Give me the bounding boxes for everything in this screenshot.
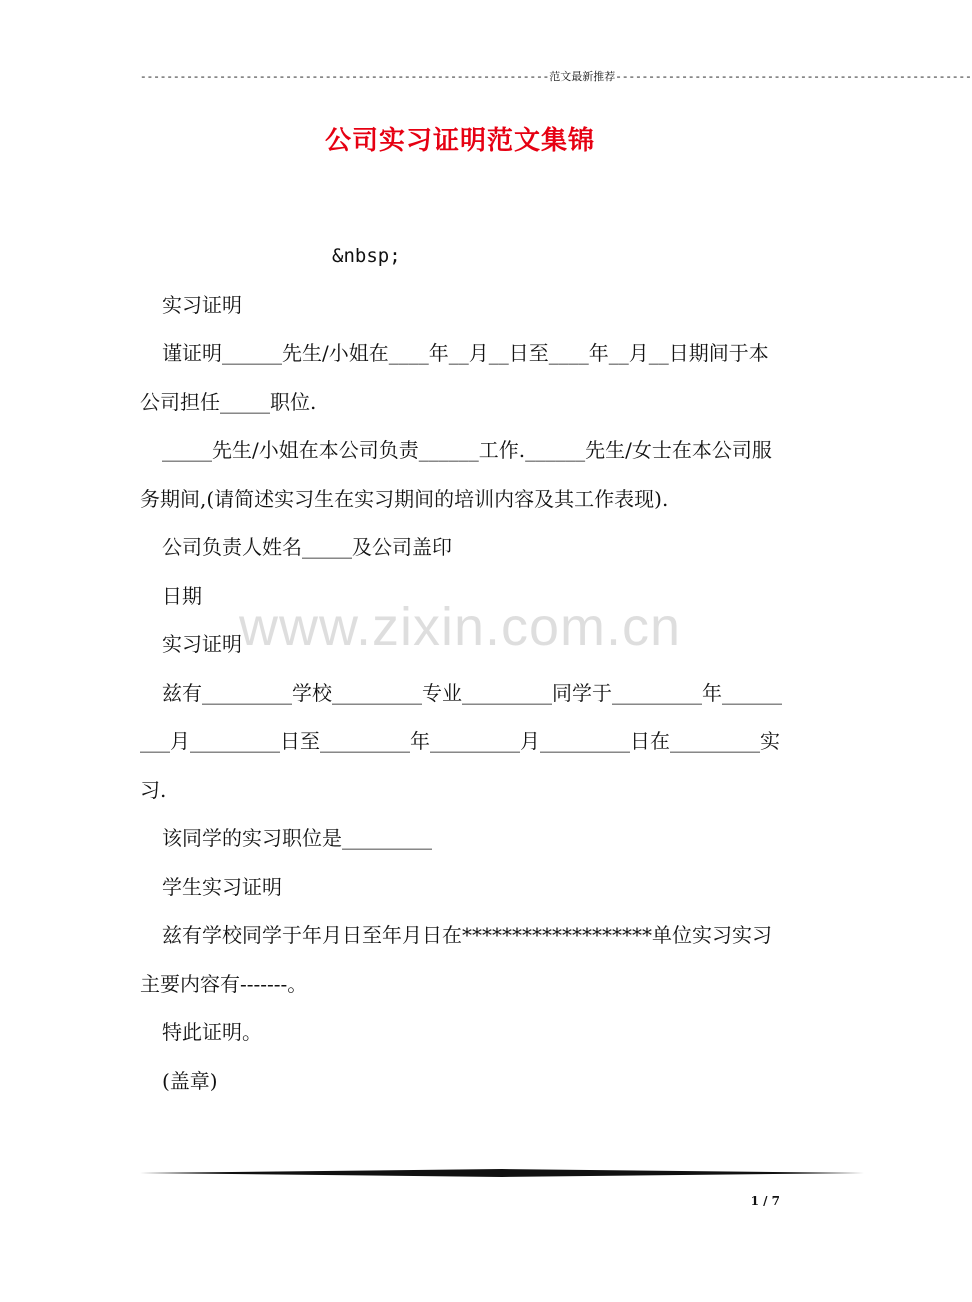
paragraph-student-content: 兹有学校同学于年月日至年月日在*******************单位实习实习主要内容有-------。 [140,923,772,996]
paragraph-certify: 谨证明______先生/小姐在____年__月__日至____年__月__日期间于本公司担任_____职位. [140,341,769,414]
document-body [140,232,782,1105]
watermark: www.zixin.com.cn [238,597,682,657]
heading-internship-certificate-2: 实习证明 [162,632,242,656]
heading-internship-certificate: 实习证明 [162,292,242,317]
paragraph-company-seal: 公司负责人姓名_____及公司盖印 [162,535,452,559]
paragraph-position: 该同学的实习职位是_________ [162,826,432,850]
paragraph-seal: (盖章) [162,1068,218,1093]
header-banner: --------------------------------------------------------------范文最新推荐------------------------------------------------------ [140,72,972,84]
nbsp-line: &nbsp; [332,245,401,267]
heading-student-certificate: 学生实习证明 [162,874,282,899]
document-title: 公司实习证明范文集锦 [324,126,595,156]
footer-divider [140,1168,864,1178]
paragraph-responsibility: _____先生/小姐在本公司负责______工作.______先生/女士在本公司服务期间,(请简述实习生在实习期间的培训内容及其工作表现). [140,438,772,511]
paragraph-hereby-certify: 特此证明。 [162,1020,262,1044]
page-number: 1 / 7 [750,1194,780,1208]
paragraph-student-info: 兹有_________学校_________专业_________同学于_________年_________月_________日至_________年_________月_________日在_________实习. [140,680,782,802]
paragraph-date: 日期 [162,583,202,608]
